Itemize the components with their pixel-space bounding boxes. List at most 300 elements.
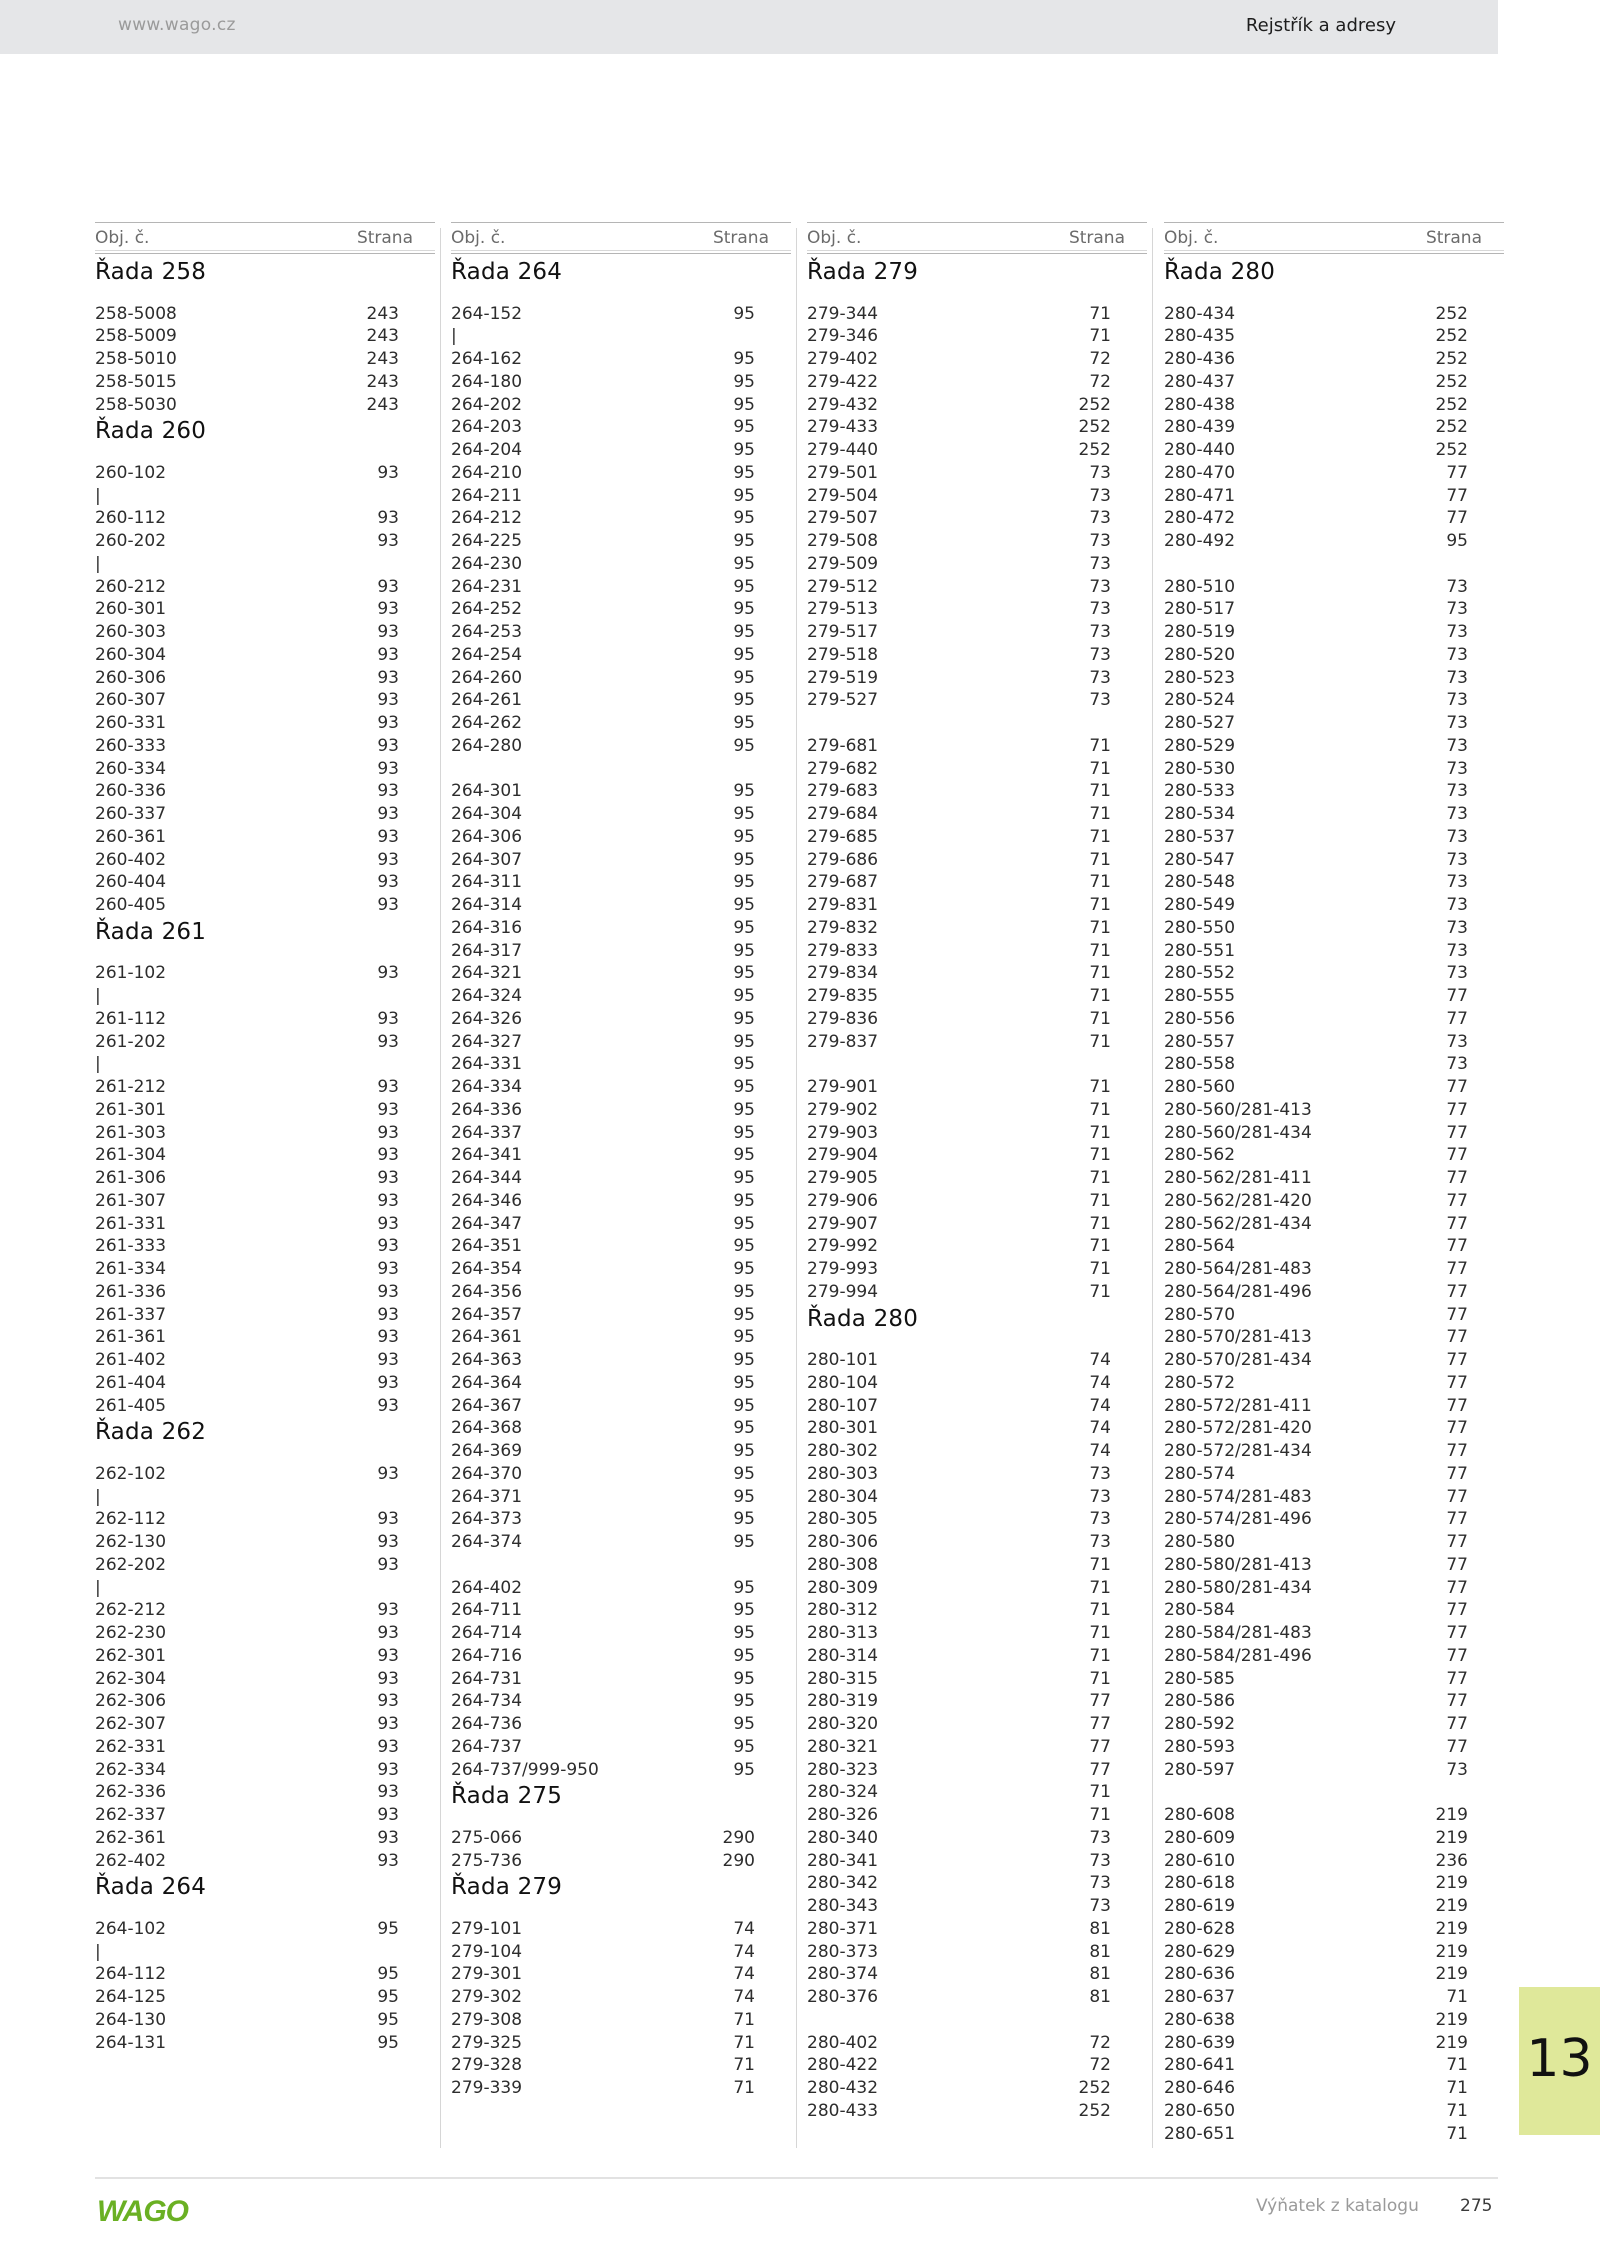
- page-ref: 243: [366, 394, 399, 415]
- index-row: [1164, 325, 1504, 348]
- item-number: 260-304: [95, 644, 167, 665]
- index-row: [451, 1986, 791, 2009]
- item-number: 264-162: [451, 349, 523, 369]
- index-row: [95, 1827, 435, 1850]
- item-number: 280-574/281-483: [1164, 1486, 1312, 1507]
- page-ref: 252: [1435, 440, 1468, 460]
- page-ref: 95: [733, 1213, 755, 1234]
- page-ref: 77: [1089, 1714, 1111, 1734]
- index-row: [807, 1599, 1147, 1622]
- index-row: [95, 985, 435, 1008]
- item-number: 280-342: [807, 1873, 879, 1894]
- index-row: [451, 1645, 791, 1668]
- site-url[interactable]: www.wago.cz: [118, 15, 236, 35]
- page-ref: 71: [1089, 804, 1111, 824]
- index-row: [1164, 462, 1504, 485]
- index-row: [1164, 303, 1504, 326]
- page-ref: 77: [1446, 986, 1468, 1006]
- page-ref: 95: [733, 1077, 755, 1097]
- page-ref: 95: [733, 1600, 755, 1621]
- item-number: 280-560/281-413: [1164, 1099, 1312, 1120]
- item-number: 280-301: [807, 1418, 879, 1439]
- index-row: [95, 1486, 435, 1509]
- page-ref: 77: [1446, 1350, 1468, 1370]
- item-number: 279-104: [451, 1941, 523, 1962]
- page-ref: 95: [733, 895, 755, 915]
- series-heading-text: Řada 275: [451, 1783, 563, 1810]
- page-ref: 93: [377, 1736, 399, 1757]
- index-row: [1164, 576, 1504, 599]
- page-ref: 77: [1446, 1259, 1468, 1279]
- item-number: 262-337: [95, 1805, 167, 1825]
- index-row: [95, 712, 435, 735]
- page-ref: 93: [377, 1190, 399, 1211]
- item-number: 280-562/281-420: [1164, 1190, 1312, 1211]
- index-row: [95, 758, 435, 781]
- wago-logo[interactable]: [95, 2193, 203, 2227]
- page-ref: 95: [733, 1372, 755, 1393]
- page-ref: 93: [377, 1395, 399, 1416]
- item-number: 279-906: [807, 1190, 879, 1211]
- page-ref: 93: [377, 531, 399, 551]
- page-ref: 71: [1089, 1213, 1111, 1234]
- item-number: 260-303: [95, 622, 167, 642]
- item-number: 280-374: [807, 1964, 879, 1985]
- page-ref: 95: [733, 576, 755, 597]
- page-ref: 73: [1446, 804, 1468, 824]
- item-number: 261-303: [95, 1122, 167, 1143]
- index-row: [807, 1440, 1147, 1463]
- item-number: 258-5015: [95, 371, 177, 392]
- page-ref: 236: [1435, 1850, 1468, 1871]
- index-rows: [95, 257, 435, 2054]
- index-row: [807, 894, 1147, 917]
- page-ref: 71: [1089, 1554, 1111, 1575]
- series-heading-text: Řada 258: [95, 259, 207, 285]
- item-number: 258-5008: [95, 303, 177, 324]
- page-ref: 95: [733, 1623, 755, 1643]
- wago-logo-text: WAGO: [97, 2195, 188, 2227]
- index-row: [1164, 826, 1504, 849]
- item-number: 262-331: [95, 1736, 167, 1757]
- index-row: [451, 621, 791, 644]
- item-number: 264-261: [451, 690, 523, 711]
- item-number: 260-333: [95, 735, 167, 756]
- item-number: 262-336: [95, 1782, 167, 1803]
- item-number: 264-306: [451, 826, 523, 847]
- page-ref: 95: [733, 872, 755, 893]
- item-number: 262-361: [95, 1827, 167, 1848]
- index-row: [95, 735, 435, 758]
- index-row: [1164, 416, 1504, 439]
- page-ref: 95: [733, 1054, 755, 1075]
- index-row: [807, 1008, 1147, 1031]
- item-number: 264-344: [451, 1168, 523, 1188]
- item-number: 280-549: [1164, 895, 1236, 915]
- page-ref: 93: [377, 1691, 399, 1712]
- footer-catalog-label: Výňatek z katalogu: [1256, 2196, 1419, 2216]
- index-row: [451, 667, 791, 690]
- item-number: 280-638: [1164, 2009, 1236, 2030]
- index-row: [807, 1099, 1147, 1122]
- index-row: [451, 1941, 791, 1964]
- item-number: 264-370: [451, 1463, 523, 1484]
- item-number: 264-356: [451, 1281, 523, 1302]
- page-ref: 74: [1089, 1418, 1111, 1439]
- page-ref: 73: [1089, 508, 1111, 529]
- index-row: [95, 303, 435, 326]
- index-row: [451, 1463, 791, 1486]
- index-row: [95, 1599, 435, 1622]
- index-row: [451, 1008, 791, 1031]
- page-ref: 71: [1089, 1031, 1111, 1052]
- item-number: 279-325: [451, 2032, 523, 2053]
- page-ref: 77: [1446, 1236, 1468, 1257]
- index-row: [1164, 1349, 1504, 1372]
- top-bar: [0, 0, 1498, 54]
- page-ref: 71: [1089, 849, 1111, 870]
- page-ref: 77: [1089, 1691, 1111, 1712]
- column-header: [807, 222, 1147, 254]
- item-number: 280-564/281-483: [1164, 1259, 1312, 1279]
- page-ref: 93: [377, 1122, 399, 1143]
- page-ref: 95: [733, 1509, 755, 1530]
- page-ref: 93: [377, 872, 399, 893]
- page-ref: 93: [377, 599, 399, 620]
- index-row: [807, 1235, 1147, 1258]
- item-number: 260-112: [95, 508, 167, 529]
- chapter-tab[interactable]: [1519, 1987, 1600, 2135]
- index-row: [95, 1349, 435, 1372]
- page-ref: 77: [1446, 1327, 1468, 1348]
- page-ref: 252: [1078, 440, 1111, 460]
- item-number: 264-351: [451, 1236, 523, 1257]
- index-row: [1164, 2123, 1504, 2146]
- item-number: 262-130: [95, 1532, 167, 1552]
- item-number: 261-212: [95, 1077, 167, 1097]
- item-number: 264-731: [451, 1668, 523, 1689]
- index-row: [807, 1395, 1147, 1418]
- page-ref: 77: [1446, 1168, 1468, 1188]
- item-number: 280-608: [1164, 1805, 1236, 1825]
- index-row: [807, 985, 1147, 1008]
- item-number: 279-907: [807, 1213, 879, 1234]
- column-header-obj: Obj. č.: [451, 228, 506, 248]
- index-row: [807, 735, 1147, 758]
- page-ref: 243: [366, 349, 399, 369]
- page-ref: 74: [1089, 1395, 1111, 1416]
- item-number: 261-361: [95, 1327, 167, 1348]
- page-ref: 74: [733, 1918, 755, 1939]
- item-number: 280-340: [807, 1827, 879, 1848]
- page-ref: 74: [1089, 1441, 1111, 1461]
- index-row: [1164, 530, 1504, 553]
- item-number: 279-512: [807, 576, 879, 597]
- page-ref: 77: [1446, 1668, 1468, 1689]
- page-ref: 290: [722, 1827, 755, 1848]
- page-ref: 73: [1446, 576, 1468, 597]
- index-row: [807, 1531, 1147, 1554]
- item-number: 280-517: [1164, 599, 1236, 620]
- page-ref: 73: [1446, 781, 1468, 802]
- series-heading: [807, 257, 1147, 303]
- item-number: 260-402: [95, 849, 167, 870]
- page-ref: 93: [377, 1850, 399, 1871]
- item-number: 264-307: [451, 849, 523, 870]
- index-row: [1164, 1372, 1504, 1395]
- item-number: 279-837: [807, 1031, 879, 1052]
- item-number: 264-374: [451, 1532, 523, 1552]
- item-number: 260-102: [95, 462, 167, 483]
- index-row: [95, 1304, 435, 1327]
- page-ref: 71: [1446, 2123, 1468, 2144]
- item-number: 280-557: [1164, 1031, 1236, 1052]
- page-ref: 73: [1446, 895, 1468, 915]
- page-ref: 77: [1446, 1281, 1468, 1302]
- index-row: [451, 1304, 791, 1327]
- item-number: 280-376: [807, 1987, 879, 2007]
- index-row: [1164, 1918, 1504, 1941]
- item-number: 280-308: [807, 1554, 879, 1575]
- item-number: 264-280: [451, 735, 523, 756]
- page-ref: 71: [1089, 303, 1111, 324]
- page-ref: 71: [1089, 963, 1111, 984]
- page-ref: 93: [377, 1008, 399, 1029]
- item-number: 264-304: [451, 804, 523, 824]
- index-row: [1164, 1508, 1504, 1531]
- item-number: 279-901: [807, 1077, 879, 1097]
- page-ref: 77: [1446, 1418, 1468, 1439]
- index-row: [95, 849, 435, 872]
- page-ref: 93: [377, 644, 399, 665]
- page-ref: 73: [1089, 690, 1111, 711]
- index-row: [451, 2009, 791, 2032]
- index-row: [95, 1099, 435, 1122]
- index-row: [451, 826, 791, 849]
- index-column-2: [451, 222, 791, 2100]
- item-number: 280-104: [807, 1372, 879, 1393]
- item-number: 261-102: [95, 963, 167, 984]
- index-row: [451, 1281, 791, 1304]
- index-row: [1164, 439, 1504, 462]
- page-ref: 93: [377, 622, 399, 642]
- page-ref: 71: [1089, 758, 1111, 779]
- index-row: [1164, 1850, 1504, 1873]
- page-ref: 252: [1078, 2078, 1111, 2098]
- page-ref: 72: [1089, 2032, 1111, 2053]
- index-row: [1164, 985, 1504, 1008]
- blank-row: [807, 2009, 1147, 2032]
- index-row: [1164, 1872, 1504, 1895]
- item-number: 280-564/281-496: [1164, 1281, 1312, 1302]
- page-ref: 73: [1089, 553, 1111, 574]
- item-number: 279-501: [807, 462, 879, 483]
- index-row: [451, 849, 791, 872]
- index-row: [807, 1804, 1147, 1827]
- item-number: 262-304: [95, 1668, 167, 1689]
- index-row: [95, 1031, 435, 1054]
- item-number: 280-319: [807, 1691, 879, 1712]
- index-row: [807, 2054, 1147, 2077]
- item-number: 260-404: [95, 872, 167, 893]
- index-row: [95, 2032, 435, 2055]
- series-heading-text: Řada 279: [807, 259, 919, 285]
- index-row: [807, 1918, 1147, 1941]
- item-number: 279-504: [807, 485, 879, 506]
- page-ref: 93: [377, 1372, 399, 1393]
- page-ref: 73: [1089, 667, 1111, 688]
- index-row: [95, 1508, 435, 1531]
- page-ref: 95: [733, 963, 755, 984]
- index-row: [807, 917, 1147, 940]
- blank-row: [1164, 1781, 1504, 1804]
- page-ref: 73: [1089, 1896, 1111, 1916]
- index-row: [1164, 1645, 1504, 1668]
- item-number: 264-102: [95, 1918, 167, 1939]
- page-ref: 93: [377, 895, 399, 915]
- page-ref: 77: [1446, 1145, 1468, 1166]
- item-number: 262-334: [95, 1759, 167, 1780]
- series-heading-text: Řada 280: [807, 1305, 919, 1332]
- item-number: 279-686: [807, 849, 879, 870]
- index-row: [95, 1577, 435, 1600]
- index-row: [451, 416, 791, 439]
- item-number: |: [95, 1941, 101, 1962]
- item-number: 279-432: [807, 394, 879, 415]
- index-row: [451, 962, 791, 985]
- column-header-obj: Obj. č.: [807, 228, 862, 248]
- index-row: [95, 1008, 435, 1031]
- item-number: 280-584/281-483: [1164, 1623, 1312, 1643]
- page-ref: 77: [1446, 1213, 1468, 1234]
- item-number: |: [451, 326, 457, 347]
- page-ref: 93: [377, 1600, 399, 1621]
- item-number: 280-437: [1164, 371, 1236, 392]
- page-ref: 93: [377, 758, 399, 779]
- page-ref: 93: [377, 690, 399, 711]
- page-ref: 71: [1089, 1577, 1111, 1598]
- page-ref: 252: [1078, 394, 1111, 415]
- page-ref: 219: [1435, 1827, 1468, 1848]
- item-number: 279-422: [807, 371, 879, 392]
- page-ref: 73: [1446, 713, 1468, 733]
- item-number: 264-368: [451, 1418, 523, 1439]
- item-number: 264-324: [451, 986, 523, 1006]
- index-row: [451, 485, 791, 508]
- page-ref: 95: [733, 940, 755, 961]
- index-row: [451, 1190, 791, 1213]
- index-row: [807, 644, 1147, 667]
- index-row: [807, 1963, 1147, 1986]
- page-ref: 252: [1435, 394, 1468, 415]
- index-row: [95, 1395, 435, 1418]
- index-row: [451, 894, 791, 917]
- index-row: [95, 962, 435, 985]
- item-number: 280-107: [807, 1395, 879, 1416]
- page-ref: 74: [733, 1987, 755, 2007]
- index-row: [95, 598, 435, 621]
- page-ref: 95: [733, 917, 755, 938]
- page-ref: 95: [733, 417, 755, 438]
- page-ref: 71: [1089, 1190, 1111, 1211]
- item-number: 264-230: [451, 553, 523, 574]
- page-ref: 77: [1446, 1600, 1468, 1621]
- item-number: 280-548: [1164, 872, 1236, 893]
- item-number: 264-336: [451, 1099, 523, 1120]
- page-ref: 95: [733, 553, 755, 574]
- item-number: 279-402: [807, 349, 879, 369]
- index-row: [1164, 1304, 1504, 1327]
- page-ref: 77: [1446, 1372, 1468, 1393]
- index-row: [95, 1053, 435, 1076]
- item-number: 264-734: [451, 1691, 523, 1712]
- index-row: [807, 1736, 1147, 1759]
- index-row: [1164, 940, 1504, 963]
- page-ref: 93: [377, 1554, 399, 1575]
- item-number: 280-434: [1164, 303, 1236, 324]
- item-number: 280-619: [1164, 1896, 1236, 1916]
- page-ref: 95: [733, 531, 755, 551]
- page-ref: 77: [1446, 1008, 1468, 1029]
- index-row: [807, 962, 1147, 985]
- item-number: 279-682: [807, 758, 879, 779]
- page-ref: 71: [1089, 872, 1111, 893]
- page-ref: 77: [1446, 1190, 1468, 1211]
- item-number: 260-301: [95, 599, 167, 620]
- page-ref: 95: [733, 1168, 755, 1188]
- index-row: [451, 507, 791, 530]
- index-column-1: [95, 222, 435, 2054]
- page-ref: 219: [1435, 1873, 1468, 1894]
- index-row: [451, 1258, 791, 1281]
- item-number: 260-307: [95, 690, 167, 711]
- item-number: 264-225: [451, 531, 523, 551]
- item-number: 280-321: [807, 1736, 879, 1757]
- page-ref: 95: [733, 1668, 755, 1689]
- index-row: [807, 780, 1147, 803]
- index-row: [807, 2077, 1147, 2100]
- index-row: [95, 1281, 435, 1304]
- item-number: 275-736: [451, 1850, 523, 1871]
- page-ref: 95: [733, 1008, 755, 1029]
- page-ref: 73: [1446, 849, 1468, 870]
- item-number: 280-639: [1164, 2032, 1236, 2053]
- item-number: 280-371: [807, 1918, 879, 1939]
- index-row: [451, 780, 791, 803]
- series-heading-text: Řada 280: [1164, 259, 1276, 285]
- item-number: 280-572: [1164, 1372, 1236, 1393]
- page-ref: 252: [1435, 326, 1468, 347]
- page-ref: 71: [733, 2078, 755, 2098]
- page-ref: 93: [377, 1463, 399, 1484]
- page-ref: 95: [733, 1395, 755, 1416]
- page-ref: 95: [733, 508, 755, 529]
- page-ref: 74: [1089, 1350, 1111, 1370]
- index-row: [95, 1736, 435, 1759]
- item-number: 279-302: [451, 1987, 523, 2007]
- page-ref: 243: [366, 371, 399, 392]
- item-number: 280-435: [1164, 326, 1236, 347]
- series-heading-text: Řada 279: [451, 1874, 563, 1901]
- item-number: 279-904: [807, 1145, 879, 1166]
- item-number: 262-212: [95, 1600, 167, 1621]
- index-row: [1164, 1258, 1504, 1281]
- page-ref: 95: [733, 1236, 755, 1257]
- page-ref: 93: [377, 1236, 399, 1257]
- index-row: [1164, 1417, 1504, 1440]
- item-number: 280-570/281-434: [1164, 1350, 1312, 1370]
- item-number: 264-262: [451, 713, 523, 733]
